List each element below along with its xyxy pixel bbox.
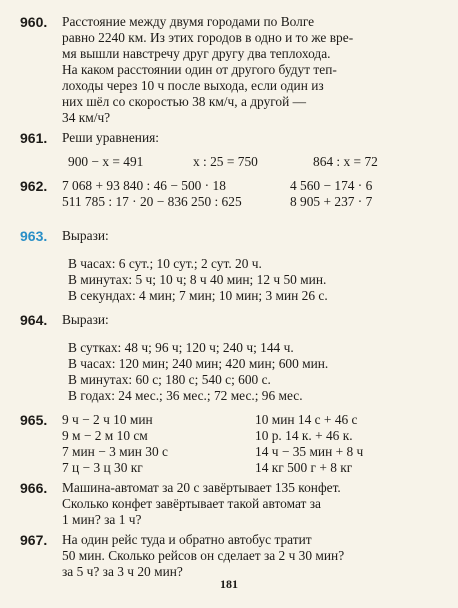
expression: 9 ч − 2 ч 10 мин bbox=[62, 412, 153, 427]
text-line: В часах: 6 сут.; 10 сут.; 2 сут. 20 ч. bbox=[68, 256, 262, 271]
expressions-grid bbox=[62, 178, 440, 210]
problem-number: 960. bbox=[20, 14, 48, 30]
text-line: Сколько конфет завёртывает такой автомат за bbox=[62, 496, 321, 511]
expression: 14 ч − 35 мин + 8 ч bbox=[255, 444, 364, 459]
text-line: В годах: 24 мес.; 36 мес.; 72 мес.; 96 мес. bbox=[68, 388, 303, 403]
text-line: В секундах: 4 мин; 7 мин; 10 мин; 3 мин 26 с. bbox=[68, 288, 328, 303]
expression: 511 785 : 17 · 20 − 836 250 : 625 bbox=[62, 194, 242, 209]
problem-number: 965. bbox=[20, 412, 48, 428]
equation: 900 − x = 491 bbox=[68, 154, 144, 169]
text-line: мя вышли навстречу друг другу два теплохода. bbox=[62, 46, 331, 61]
expression: 10 мин 14 с + 46 с bbox=[255, 412, 358, 427]
text-line: них шёл со скоростью 38 км/ч, а другой — bbox=[62, 94, 307, 109]
expression: 4 560 − 174 · 6 bbox=[290, 178, 373, 193]
equation: x : 25 = 750 bbox=[193, 154, 258, 169]
text-line: На один рейс туда и обратно автобус тратит bbox=[62, 532, 312, 547]
expression: 7 068 + 93 840 : 46 − 500 · 18 bbox=[62, 178, 226, 193]
expression: 10 р. 14 к. + 46 к. bbox=[255, 428, 353, 443]
problem-text bbox=[62, 480, 440, 528]
expression: 14 кг 500 г + 8 кг bbox=[255, 460, 353, 475]
problem-number: 964. bbox=[20, 312, 48, 328]
problem-number: 962. bbox=[20, 178, 48, 194]
problem-963-items bbox=[68, 256, 440, 304]
equations-row bbox=[68, 154, 440, 170]
problem-960 bbox=[20, 14, 440, 126]
equation: 864 : x = 72 bbox=[313, 154, 378, 169]
problem-number: 966. bbox=[20, 480, 48, 496]
text-line: Расстояние между двумя городами по Волге bbox=[62, 14, 315, 29]
problem-964 bbox=[20, 312, 440, 328]
problem-967 bbox=[20, 532, 440, 580]
text-line: На каком расстоянии один от другого будут теп- bbox=[62, 62, 337, 77]
problem-966 bbox=[20, 480, 440, 528]
problem-number: 967. bbox=[20, 532, 48, 548]
text-line: Машина-автомат за 20 с завёртывает 135 конфет. bbox=[62, 480, 341, 495]
text-line: В минутах: 60 с; 180 с; 540 с; 600 с. bbox=[68, 372, 271, 387]
problem-964-items bbox=[68, 340, 440, 404]
expression: 7 ц − 3 ц 30 кг bbox=[62, 460, 143, 475]
problem-title: Вырази: bbox=[62, 228, 109, 243]
text-line: равно 2240 км. Из этих городов в одно и то же вре- bbox=[62, 30, 354, 45]
expressions-grid bbox=[62, 412, 440, 476]
problem-965 bbox=[20, 412, 440, 476]
text-line: 50 мин. Сколько рейсов он сделает за 2 ч 30 мин? bbox=[62, 548, 345, 563]
problem-number: 961. bbox=[20, 130, 48, 146]
text-line: В часах: 120 мин; 240 мин; 420 мин; 600 мин. bbox=[68, 356, 329, 371]
expression: 7 мин − 3 мин 30 с bbox=[62, 444, 168, 459]
page-number: 181 bbox=[220, 577, 238, 591]
problem-963 bbox=[20, 228, 440, 244]
text-line: 1 мин? за 1 ч? bbox=[62, 512, 142, 527]
text-line: В сутках: 48 ч; 96 ч; 120 ч; 240 ч; 144 ч. bbox=[68, 340, 294, 355]
problem-961 bbox=[20, 130, 440, 146]
text-line: В минутах: 5 ч; 10 ч; 8 ч 40 мин; 12 ч 50 мин. bbox=[68, 272, 327, 287]
problem-text bbox=[62, 14, 440, 126]
problem-962 bbox=[20, 178, 440, 210]
text-line: 34 км/ч? bbox=[62, 110, 111, 125]
problem-text bbox=[62, 532, 440, 580]
expression: 8 905 + 237 · 7 bbox=[290, 194, 373, 209]
problem-title: Вырази: bbox=[62, 312, 109, 327]
problem-number: 963. bbox=[20, 228, 48, 244]
problem-title: Реши уравнения: bbox=[62, 130, 160, 145]
expression: 9 м − 2 м 10 см bbox=[62, 428, 148, 443]
text-line: лоходы через 10 ч после выхода, если один из bbox=[62, 78, 324, 93]
text-line: за 5 ч? за 3 ч 20 мин? bbox=[62, 564, 183, 579]
